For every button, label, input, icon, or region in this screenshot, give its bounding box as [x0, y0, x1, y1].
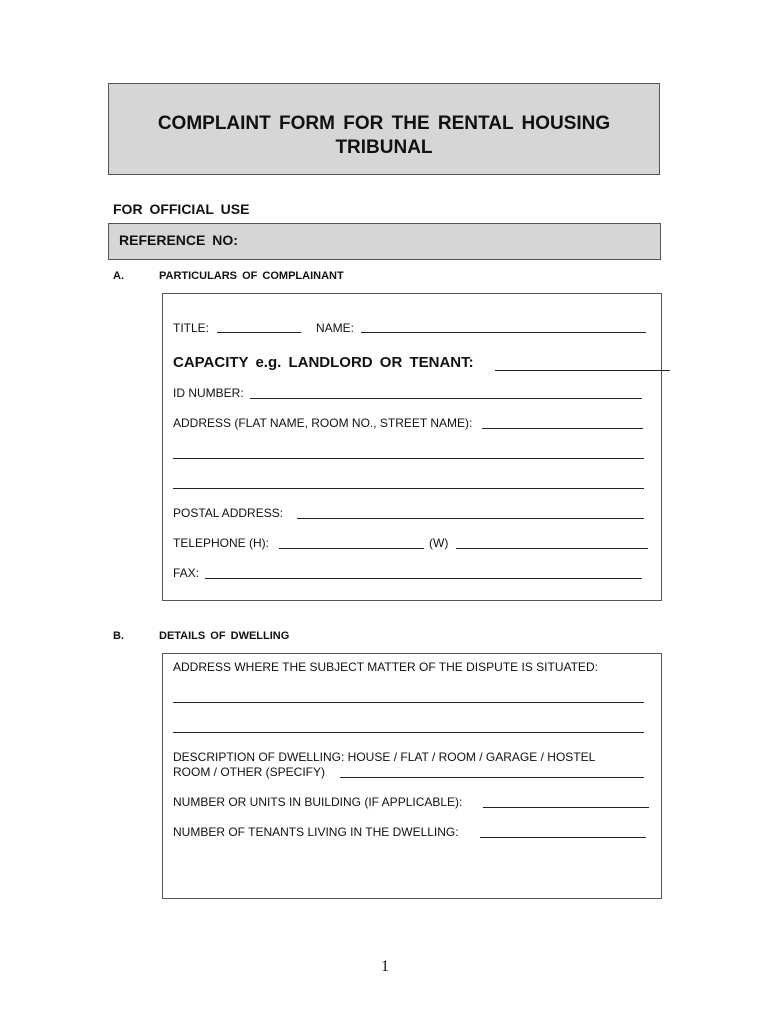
form-title-box [108, 83, 660, 175]
fax-field[interactable] [205, 578, 642, 579]
title-field[interactable] [217, 332, 301, 333]
dwelling-description-field[interactable] [340, 777, 644, 778]
postal-address-field[interactable] [297, 518, 644, 519]
telephone-home-field[interactable] [279, 548, 424, 549]
section-b-title: DETAILS OF DWELLING [159, 630, 290, 642]
section-a-letter: A. [113, 270, 124, 282]
units-in-building-label: NUMBER OR UNITS IN BUILDING (IF APPLICABLE): [173, 795, 463, 809]
section-b-letter: B. [113, 630, 124, 642]
name-field[interactable] [361, 332, 646, 333]
form-title-line-1: COMPLAINT FORM FOR THE RENTAL HOUSING [157, 113, 611, 134]
form-title-line-2: TRIBUNAL [335, 137, 433, 158]
dispute-address-label: ADDRESS WHERE THE SUBJECT MATTER OF THE DISPUTE IS SITUATED: [173, 660, 598, 674]
capacity-label: CAPACITY e.g. LANDLORD OR TENANT: [173, 354, 474, 371]
dispute-address-field-line-1[interactable] [173, 702, 644, 703]
address-label: ADDRESS (FLAT NAME, ROOM NO., STREET NAME): [173, 416, 473, 430]
fax-label: FAX: [173, 566, 200, 580]
tenants-count-field[interactable] [480, 837, 646, 838]
telephone-work-field[interactable] [456, 548, 648, 549]
dwelling-description-label-line-2: ROOM / OTHER (SPECIFY) [173, 765, 326, 779]
reference-number-box[interactable] [108, 223, 661, 260]
section-a-frame [162, 293, 662, 601]
telephone-work-label: (W) [429, 536, 449, 550]
reference-number-label: REFERENCE NO: [119, 232, 238, 248]
official-use-heading: FOR OFFICIAL USE [113, 201, 250, 217]
name-label: NAME: [316, 321, 355, 335]
address-field-line-2[interactable] [173, 458, 644, 459]
dispute-address-field-line-2[interactable] [173, 732, 644, 733]
page-number: 1 [381, 958, 389, 975]
title-label: TITLE: [173, 321, 210, 335]
address-field-line-3[interactable] [173, 488, 644, 489]
id-number-label: ID NUMBER: [173, 386, 244, 400]
telephone-home-label: TELEPHONE (H): [173, 536, 270, 550]
id-number-field[interactable] [250, 398, 642, 399]
units-in-building-field[interactable] [483, 807, 649, 808]
tenants-count-label: NUMBER OF TENANTS LIVING IN THE DWELLING: [173, 825, 459, 839]
address-field-line-1[interactable] [482, 428, 643, 429]
section-a-title: PARTICULARS OF COMPLAINANT [159, 270, 344, 282]
dwelling-description-label-line-1: DESCRIPTION OF DWELLING: HOUSE / FLAT / ROOM / GARAGE / HOSTEL [173, 750, 596, 764]
capacity-field[interactable] [495, 370, 670, 371]
postal-address-label: POSTAL ADDRESS: [173, 506, 284, 520]
